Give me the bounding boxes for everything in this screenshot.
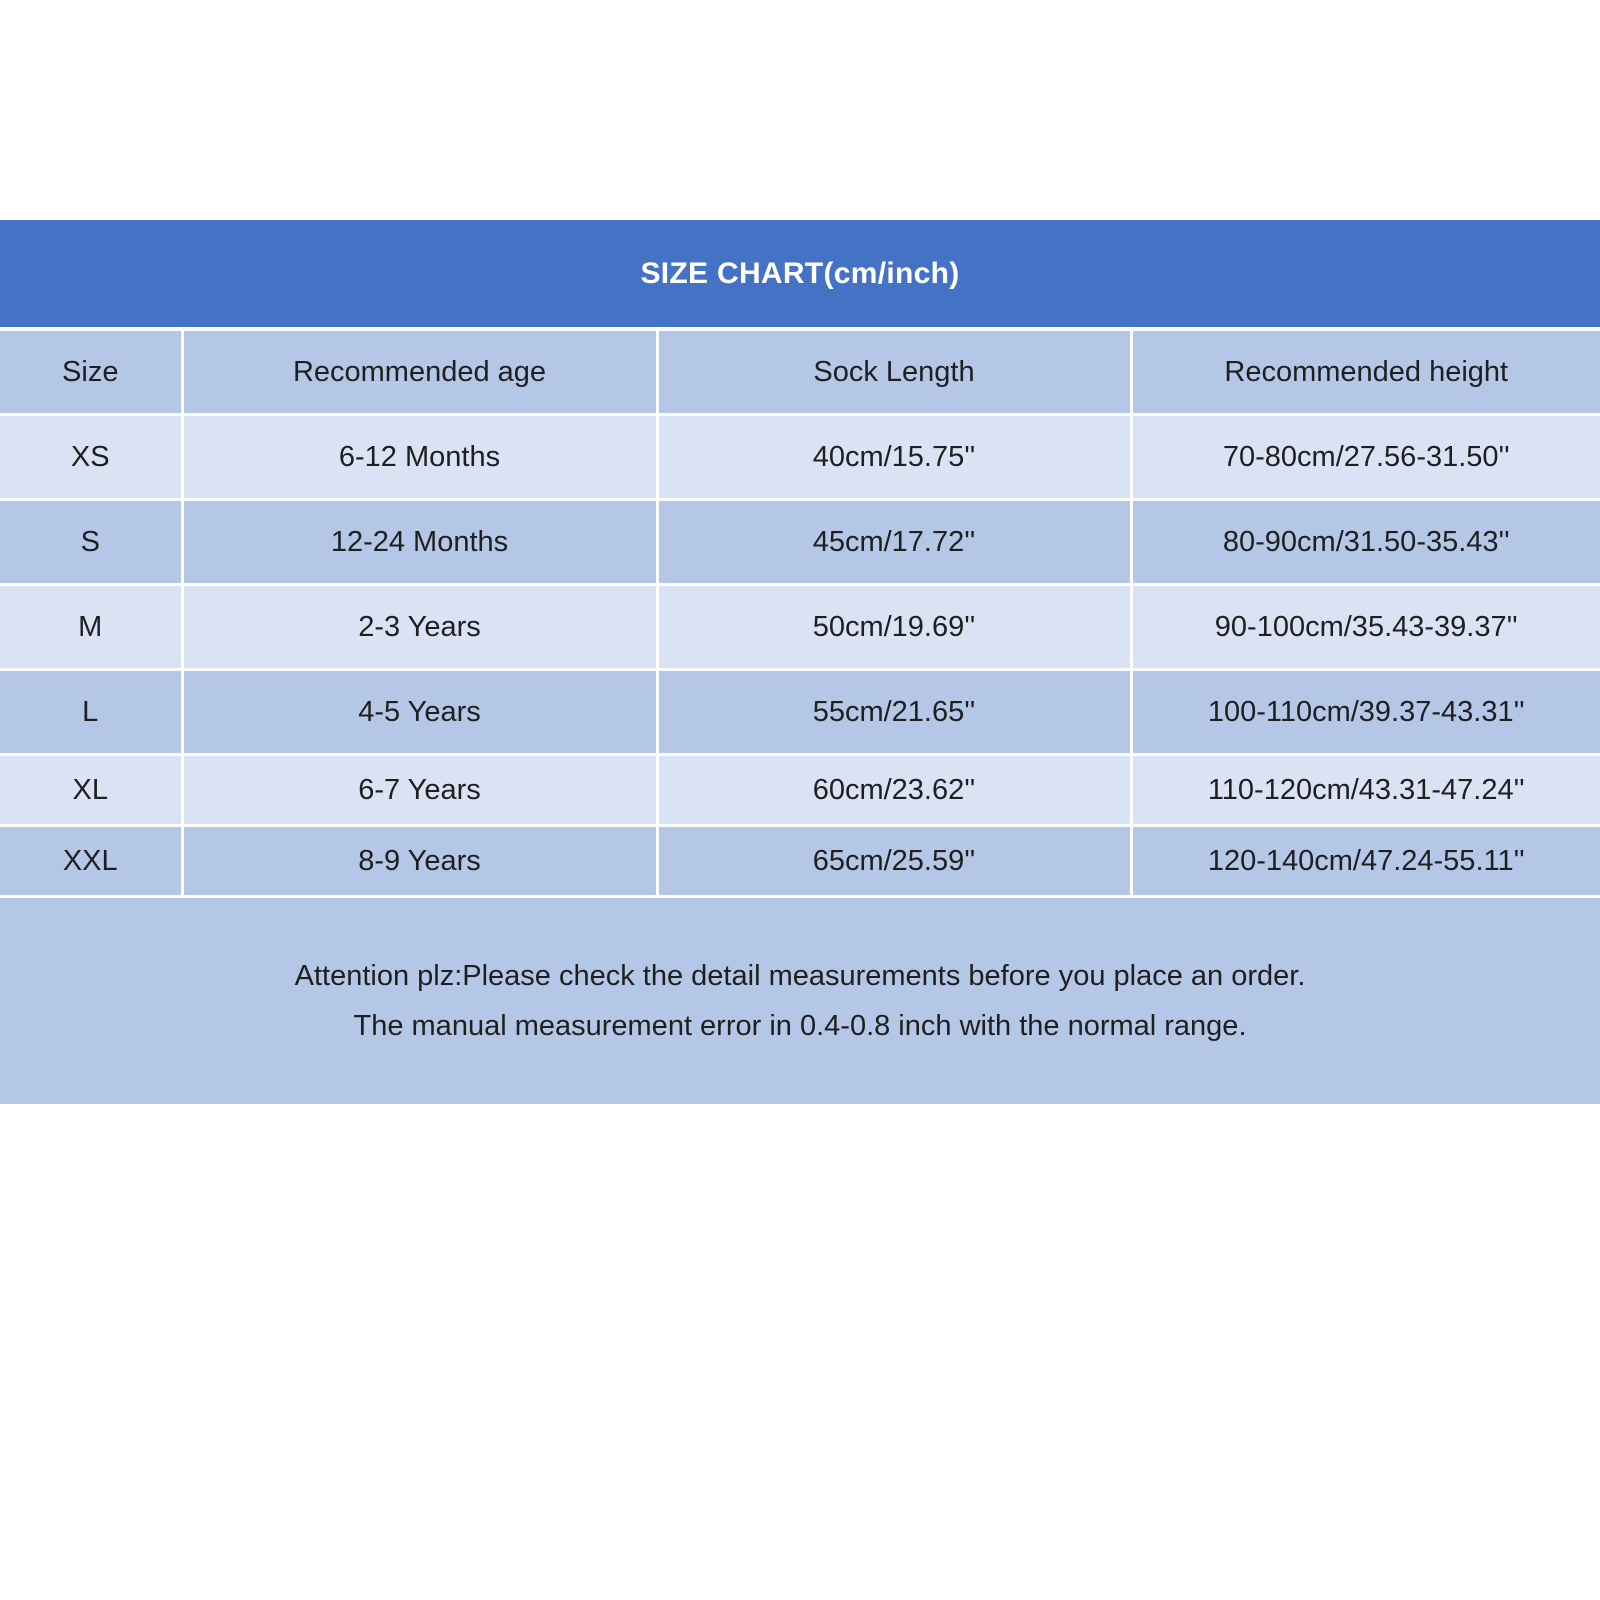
cell-size: XXL [0, 826, 182, 897]
table-row [0, 585, 1600, 670]
table-row [0, 826, 1600, 897]
cell-sock-length: 40cm/15.75'' [657, 415, 1131, 500]
cell-height: 110-120cm/43.31-47.24'' [1131, 755, 1600, 826]
header-row [0, 331, 1600, 415]
cell-sock-length: 60cm/23.62'' [657, 755, 1131, 826]
cell-sock-length: 65cm/25.59'' [657, 826, 1131, 897]
table-row [0, 670, 1600, 755]
header-recommended-age: Recommended age [182, 331, 657, 415]
size-table [0, 331, 1600, 898]
cell-sock-length: 50cm/19.69'' [657, 585, 1131, 670]
cell-size: XL [0, 755, 182, 826]
cell-age: 6-12 Months [182, 415, 657, 500]
table-row [0, 415, 1600, 500]
table-row [0, 500, 1600, 585]
cell-size: XS [0, 415, 182, 500]
header-size: Size [0, 331, 182, 415]
table-row [0, 755, 1600, 826]
attention-note [0, 898, 1600, 1104]
cell-age: 6-7 Years [182, 755, 657, 826]
measurement-error-note-line: The manual measurement error in 0.4-0.8 inch with the normal range. [353, 1010, 1247, 1042]
cell-age: 2-3 Years [182, 585, 657, 670]
cell-age: 8-9 Years [182, 826, 657, 897]
header-sock-length: Sock Length [657, 331, 1131, 415]
cell-age: 12-24 Months [182, 500, 657, 585]
cell-sock-length: 45cm/17.72'' [657, 500, 1131, 585]
attention-note-line: Attention plz:Please check the detail measurements before you place an order. [294, 960, 1306, 992]
cell-sock-length: 55cm/21.65'' [657, 670, 1131, 755]
cell-age: 4-5 Years [182, 670, 657, 755]
chart-title: SIZE CHART(cm/inch) [0, 220, 1600, 327]
cell-height: 100-110cm/39.37-43.31'' [1131, 670, 1600, 755]
cell-size: S [0, 500, 182, 585]
cell-size: L [0, 670, 182, 755]
cell-height: 70-80cm/27.56-31.50'' [1131, 415, 1600, 500]
size-chart [0, 220, 1600, 1104]
cell-size: M [0, 585, 182, 670]
cell-height: 120-140cm/47.24-55.11'' [1131, 826, 1600, 897]
cell-height: 90-100cm/35.43-39.37'' [1131, 585, 1600, 670]
header-recommended-height: Recommended height [1131, 331, 1600, 415]
cell-height: 80-90cm/31.50-35.43'' [1131, 500, 1600, 585]
